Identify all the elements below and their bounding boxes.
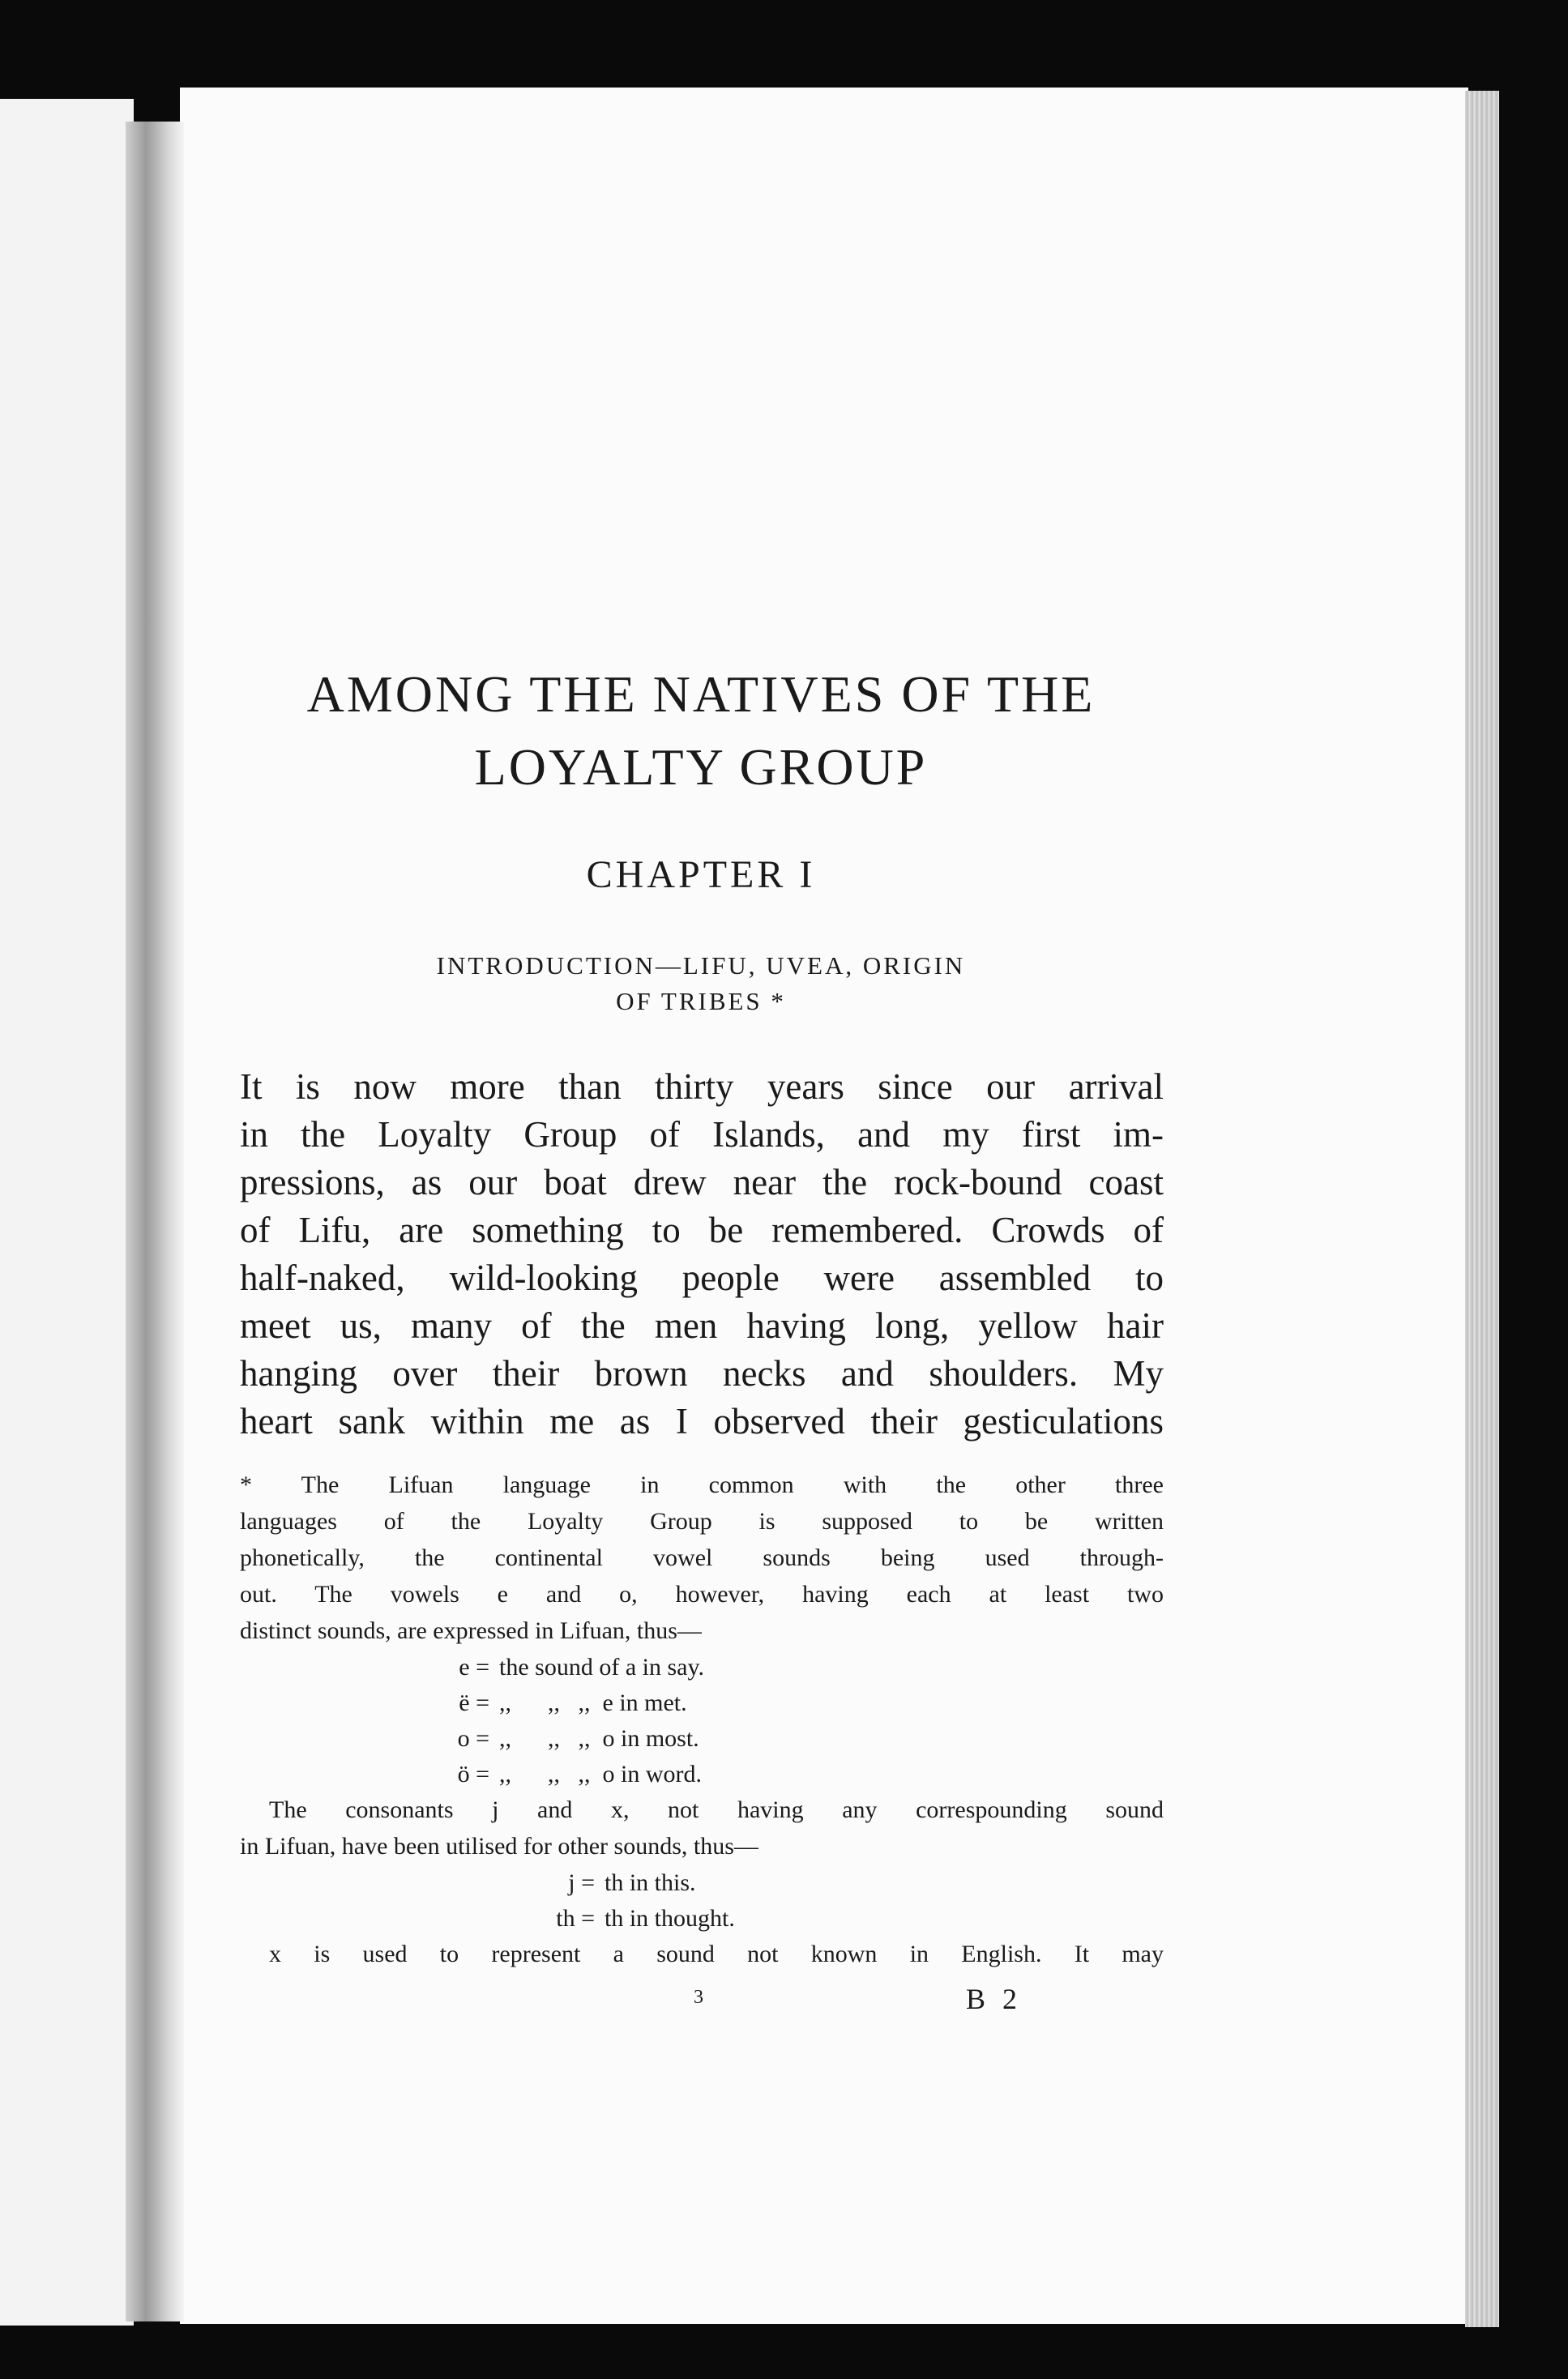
consonant-symbol: th = xyxy=(556,1905,595,1932)
vowel-row xyxy=(240,1720,1164,1756)
body-line: heart sank within me as I observed their gesticulations xyxy=(240,1401,1164,1441)
vowel-row xyxy=(240,1685,1164,1720)
footnote-line: * The Lifuan language in common with the other three xyxy=(240,1471,1164,1498)
body-line: It is now more than thirty years since our arrival xyxy=(240,1066,1164,1107)
consonant-symbol: j = xyxy=(568,1869,595,1896)
right-page-edges xyxy=(1465,91,1499,2327)
footnote-line: in Lifuan, have been utilised for other sounds, thus— xyxy=(240,1833,758,1860)
body-line: of Lifu, are something to be remembered. Crowds of xyxy=(240,1210,1164,1250)
vowel-row xyxy=(240,1756,1164,1792)
footnote-line: The consonants j and x, not having any correspounding sound xyxy=(269,1796,1164,1823)
footnote-line: x is used to represent a sound not known in English. It may xyxy=(269,1941,1164,1967)
section-line-1: INTRODUCTION—LIFU, UVEA, ORIGIN xyxy=(436,951,966,980)
footnote-line: phonetically, the continental vowel sounds being used through- xyxy=(240,1544,1164,1571)
signature-mark: B 2 xyxy=(966,1983,1023,2015)
page-number: 3 xyxy=(694,1987,703,2008)
footnote-line: languages of the Loyalty Group is supposed to be written xyxy=(240,1508,1164,1535)
book-gutter-shadow xyxy=(126,122,184,2321)
chapter-heading: CHAPTER I xyxy=(586,853,816,896)
vowel-symbol: ö = xyxy=(457,1761,489,1787)
vowel-symbol: ë = xyxy=(459,1689,489,1716)
section-line-2: OF TRIBES * xyxy=(616,987,786,1015)
section-heading xyxy=(235,948,1167,1019)
footnote xyxy=(240,1467,1164,1972)
vowel-sound: the sound of a in say. xyxy=(499,1654,705,1681)
footnote-line: out. The vowels e and o, however, having each at least two xyxy=(240,1581,1164,1608)
body-line: pressions, as our boat drew near the rock-bound coast xyxy=(240,1162,1164,1202)
vowel-sound: ,, ,, ,, e in met. xyxy=(499,1689,687,1716)
body-line: in the Loyalty Group of Islands, and my first im- xyxy=(240,1114,1164,1155)
consonant-sound: th in this. xyxy=(605,1869,696,1896)
left-page-edge xyxy=(0,99,134,2326)
book-title xyxy=(235,658,1167,804)
vowel-sound: ,, ,, ,, o in most. xyxy=(499,1725,699,1752)
consonant-row xyxy=(240,1900,1164,1936)
consonant-sound: th in thought. xyxy=(605,1905,735,1932)
vowel-symbol: o = xyxy=(457,1725,489,1752)
footnote-line: distinct sounds, are expressed in Lifuan, thus— xyxy=(240,1617,702,1644)
vowel-sound: ,, ,, ,, o in word. xyxy=(499,1761,702,1787)
vowel-symbol: e = xyxy=(459,1654,489,1681)
body-text xyxy=(240,1063,1164,1446)
body-line: meet us, many of the men having long, yellow hair xyxy=(240,1305,1164,1346)
body-line: half-naked, wild-looking people were assembled to xyxy=(240,1258,1164,1298)
body-line: hanging over their brown necks and shoulders. My xyxy=(240,1353,1164,1394)
vowel-row xyxy=(240,1649,1164,1685)
consonant-row xyxy=(240,1864,1164,1900)
title-line-1: AMONG THE NATIVES OF THE xyxy=(306,665,1096,723)
title-line-2: LOYALTY GROUP xyxy=(474,738,928,796)
